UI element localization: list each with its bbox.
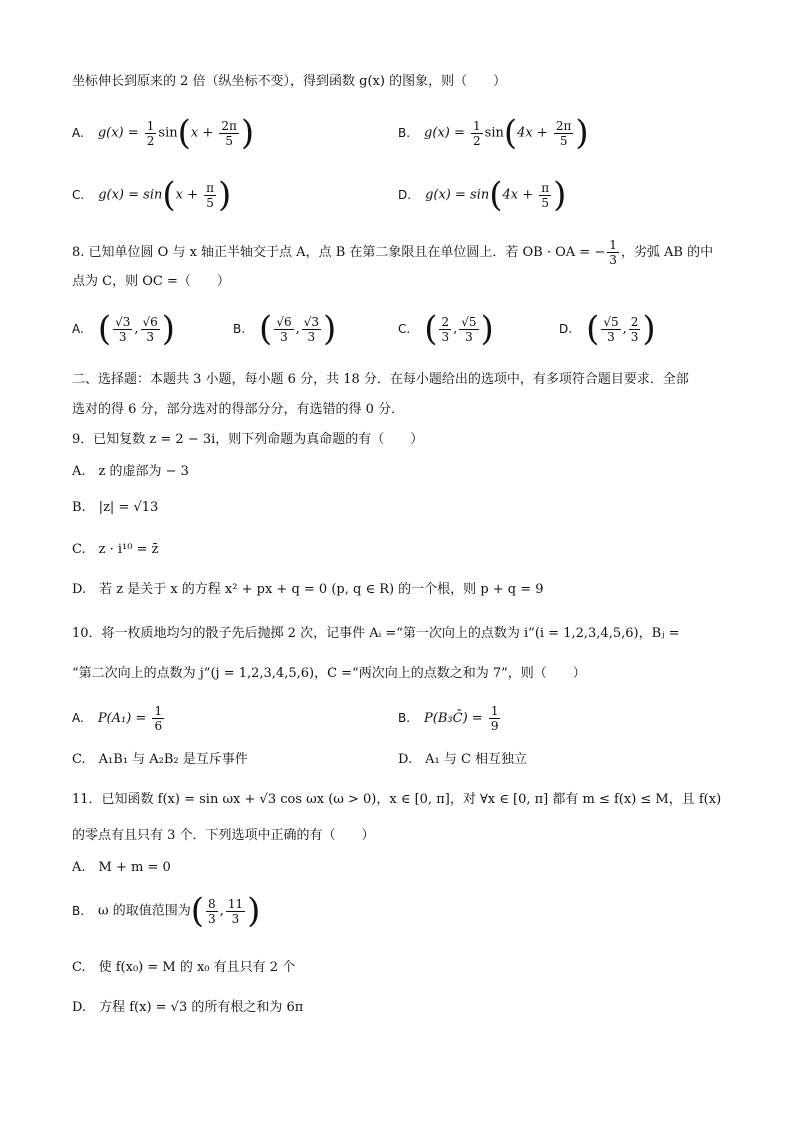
q11-stem-line2: 的零点有且只有 3 个．下列选项中正确的有（ ） (72, 828, 375, 843)
q7-option-a: A. g(x) = $\frac{1}{2}$ sin(x + $\frac{2\pi}{5}$ ) (72, 113, 255, 153)
q11-option-d: D. 方程 f(x) = √3 的所有根之和为 6π (72, 1000, 304, 1015)
q11-stem-line1: 11．已知函数 f(x) = sin ωx + √3 cos ωx (ω > 0)，x ∈ [0, π]，对 ∀x ∈ [0, π] 都有 m ≤ f(x) ≤ M，且 f(x) (72, 792, 722, 807)
q8-option-c: C. ( $\frac{2}{3}$ , $\frac{√5}{3}$ ) (398, 309, 494, 349)
q9-option-a: A. z 的虚部为 − 3 (72, 464, 189, 479)
q8-option-b: B. ( $\frac{√6}{3}$ , $\frac{√3}{3}$ ) (233, 309, 337, 349)
section2-instructions-line2: 选对的得 6 分，部分选对的得部分分，有选错的得 0 分． (72, 402, 405, 417)
q7-stem-continuation: 坐标伸长到原来的 2 倍（纵坐标不变），得到函数 g(x) 的图象，则（ ） (72, 74, 507, 89)
q11-option-a: A. M + m = 0 (72, 860, 171, 875)
section2-instructions-line1: 二、选择题：本题共 3 小题，每小题 6 分，共 18 分．在每小题给出的选项中，有多项符合题目要求．全部 (72, 372, 689, 387)
q8-option-d: D. ( $\frac{√5}{3}$ , $\frac{2}{3}$ ) (559, 309, 656, 349)
q10-option-a: A. P(A₁) = $\frac{1}{6}$ (72, 704, 163, 733)
q10-option-b: B. P(B₃C̄) = $\frac{1}{9}$ (398, 704, 499, 733)
q10-stem-line2: “第二次向上的点数为 j”(j = 1,2,3,4,5,6)，C =“两次向上的点数之和为 7”，则（ ） (72, 666, 586, 681)
q10-option-d: D. A₁ 与 C 相互独立 (398, 752, 528, 767)
q11-option-c: C. 使 f(x₀) = M 的 x₀ 有且只有 2 个 (72, 960, 296, 975)
q7-option-d: D. g(x) = sin(4x + $\frac{\pi}{5}$ ) (398, 175, 567, 215)
q10-option-c: C. A₁B₁ 与 A₂B₂ 是互斥事件 (72, 752, 248, 767)
q8-stem-line2: 点为 C，则 OC =（ ） (72, 274, 230, 289)
q9-option-b: B. |z| = √13 (72, 500, 159, 515)
q10-stem-line1: 10．将一枚质地均匀的骰子先后抛掷 2 次，记事件 Aᵢ =“第一次向上的点数为 i”(i = 1,2,3,4,5,6)，Bⱼ = (72, 626, 680, 641)
q7-option-b: B. g(x) = $\frac{1}{2}$ sin(4x + $\frac{2\pi}{5}$ ) (398, 113, 589, 153)
q7-option-c: C. g(x) = sin(x + $\frac{\pi}{5}$ ) (72, 175, 232, 215)
q9-option-d: D. 若 z 是关于 x 的方程 x² + px + q = 0 (p, q ∈ R) 的一个根，则 p + q = 9 (72, 582, 544, 597)
q8-option-a: A. ( $\frac{√3}{3}$ , $\frac{√6}{3}$ ) (72, 309, 176, 349)
q11-option-b: B. ω 的取值范围为( $\frac{8}{3}$ , $\frac{11}{3}$ ) (72, 891, 261, 931)
q8-stem-line1: 8. 已知单位圆 O 与 x 轴正半轴交于点 A，点 B 在第二象限且在单位圆上．若 OB · OA = − $\frac{1}{3}$ ，劣弧 AB 的中 (72, 238, 714, 267)
q9-stem: 9．已知复数 z = 2 − 3i，则下列命题为真命题的有（ ） (72, 432, 424, 447)
q9-option-c: C. z · i¹⁰ = z̄ (72, 542, 159, 557)
